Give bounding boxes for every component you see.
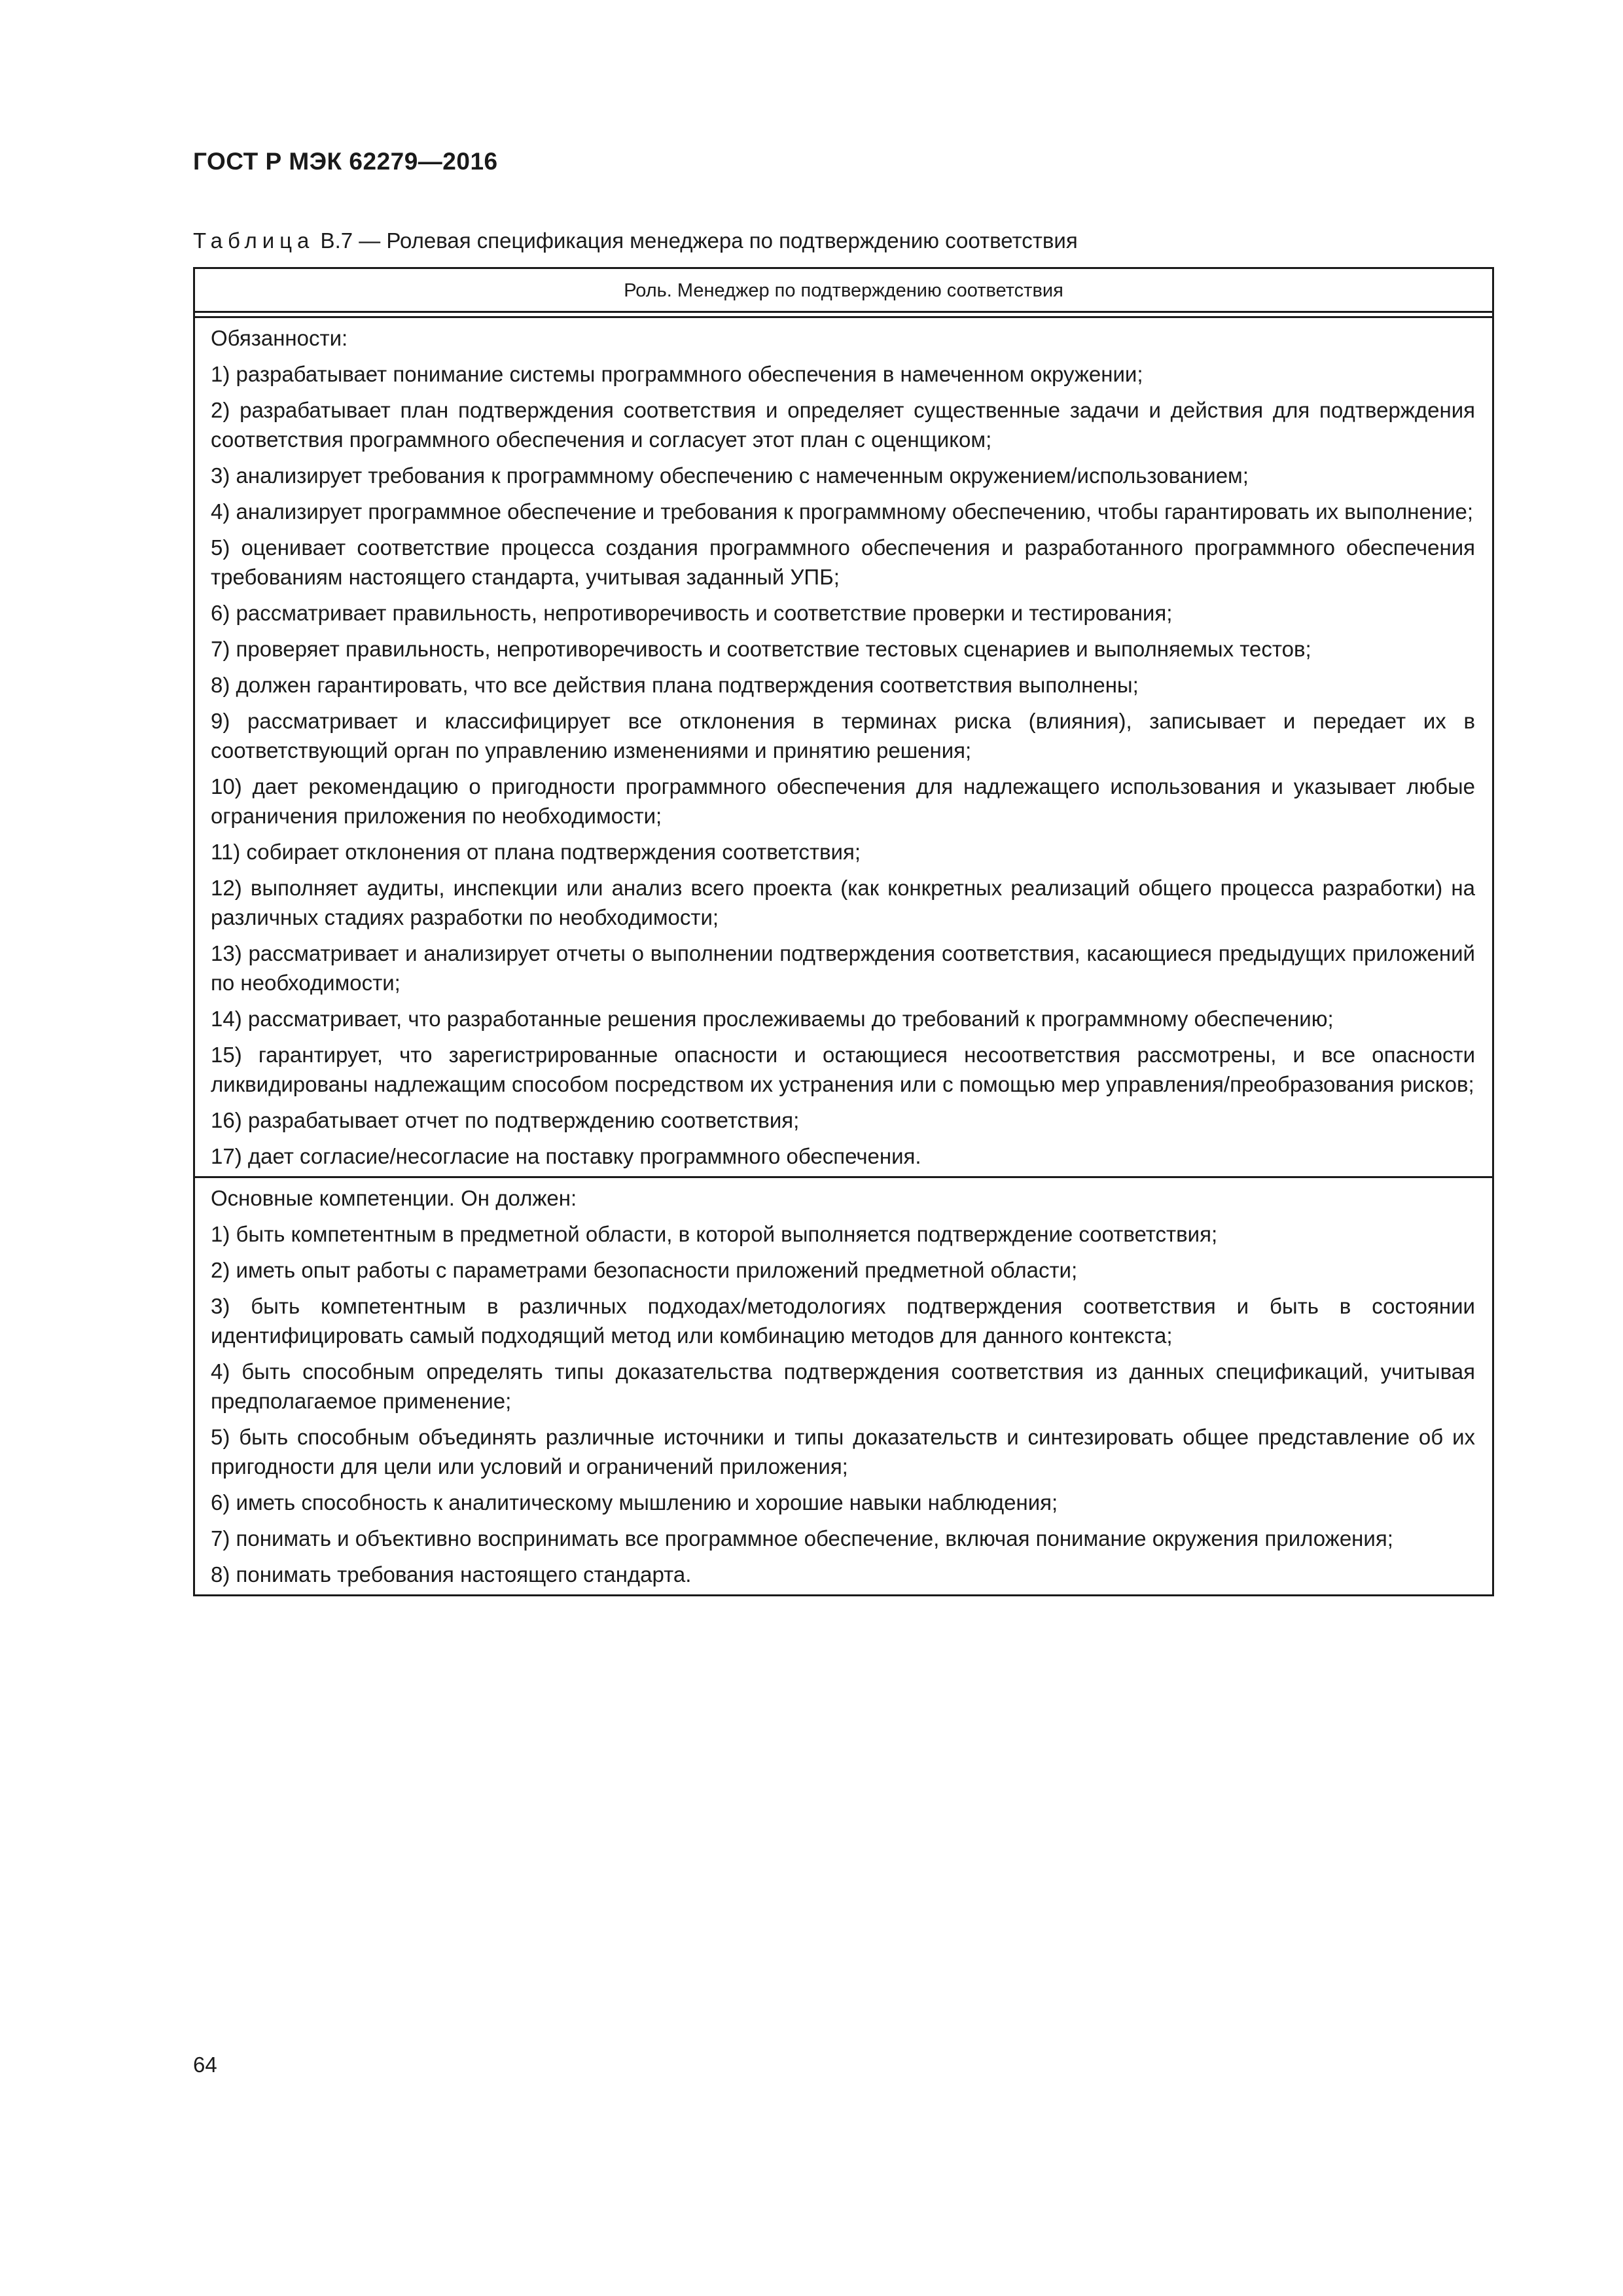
duties-section [195, 318, 1492, 1176]
document-id: ГОСТ Р МЭК 62279—2016 [193, 148, 498, 175]
competencies-title: Основные компетенции. Он должен: [211, 1186, 577, 1210]
competency-item: 7) понимать и объективно воспринимать все программное обеспечение, включая понимание окружения приложения; [211, 1526, 1393, 1551]
competency-item: 1) быть компетентным в предметной области, в которой выполняется подтверждение соответствия; [211, 1222, 1218, 1246]
competency-item: 3) быть компетентным в различных подходах/методологиях подтверждения соответствия и быть в состоянии идентифицировать самый подходящий метод или комбинацию методов для данного контекста; [211, 1294, 1475, 1348]
duty-item: 16) разрабатывает отчет по подтверждению соответствия; [211, 1108, 800, 1132]
header-divider [195, 313, 1492, 318]
duties-title: Обязанности: [211, 326, 348, 350]
competency-item: 4) быть способным определять типы доказательства подтверждения соответствия из данных спецификаций, учитывая предполагаемое применение; [211, 1359, 1475, 1413]
table-caption [193, 226, 1495, 255]
competency-item: 8) понимать требования настоящего стандарта. [211, 1562, 692, 1587]
duty-item: 7) проверяет правильность, непротиворечивость и соответствие тестовых сценариев и выполняемых тестов; [211, 637, 1311, 661]
duty-item: 8) должен гарантировать, что все действия плана подтверждения соответствия выполнены; [211, 673, 1139, 697]
duty-item: 2) разрабатывает план подтверждения соответствия и определяет существенные задачи и действия для подтверждения соответствия программного обеспечения и согласует этот план с оценщиком; [211, 398, 1475, 452]
duty-item: 3) анализирует требования к программному обеспечению с намеченным окружением/использованием; [211, 463, 1249, 488]
duty-item: 6) рассматривает правильность, непротиворечивость и соответствие проверки и тестирования; [211, 601, 1173, 625]
competency-item: 6) иметь способность к аналитическому мышлению и хорошие навыки наблюдения; [211, 1490, 1058, 1515]
duty-item: 11) собирает отклонения от плана подтверждения соответствия; [211, 840, 861, 864]
duty-item: 15) гарантирует, что зарегистрированные опасности и остающиеся несоответствия рассмотрены, и все опасности ликвидированы надлежащим способом посредством их устранения или с помощью мер управления/преобразования рисков; [211, 1043, 1475, 1096]
duty-item: 12) выполняет аудиты, инспекции или анализ всего проекта (как конкретных реализаций общего процесса разработки) на различных стадиях разработки по необходимости; [211, 876, 1475, 929]
role-header: Роль. Менеджер по подтверждению соответствия [195, 269, 1492, 313]
role-spec-table [193, 267, 1494, 1596]
competency-item: 2) иметь опыт работы с параметрами безопасности приложений предметной области; [211, 1258, 1078, 1282]
caption-text: В.7 — Ролевая спецификация менеджера по подтверждению соответствия [314, 228, 1078, 253]
competency-item: 5) быть способным объединять различные источники и типы доказательств и синтезировать общее представление об их пригодности для цели или условий и ограничений приложения; [211, 1425, 1475, 1479]
duty-item: 1) разрабатывает понимание системы программного обеспечения в намеченном окружении; [211, 362, 1143, 386]
duty-item: 4) анализирует программное обеспечение и требования к программному обеспечению, чтобы гарантировать их выполнение; [211, 499, 1474, 524]
duty-item: 17) дает согласие/несогласие на поставку программного обеспечения. [211, 1144, 921, 1168]
caption-label: Таблица [193, 228, 315, 253]
duty-item: 13) рассматривает и анализирует отчеты о выполнении подтверждения соответствия, касающиеся предыдущих приложений по необходимости; [211, 941, 1475, 995]
duty-item: 14) рассматривает, что разработанные решения прослеживаемы до требований к программному обеспечению; [211, 1007, 1334, 1031]
page-number: 64 [193, 2053, 217, 2077]
duty-item: 9) рассматривает и классифицирует все отклонения в терминах риска (влияния), записывает и передает их в соответствующий орган по управлению изменениями и принятию решения; [211, 709, 1475, 762]
duty-item: 5) оценивает соответствие процесса создания программного обеспечения и разработанного программного обеспечения требованиям настоящего стандарта, учитывая заданный УПБ; [211, 535, 1475, 589]
duty-item: 10) дает рекомендацию о пригодности программного обеспечения для надлежащего использования и указывает любые ограничения приложения по необходимости; [211, 774, 1475, 828]
competencies-section [195, 1176, 1492, 1594]
